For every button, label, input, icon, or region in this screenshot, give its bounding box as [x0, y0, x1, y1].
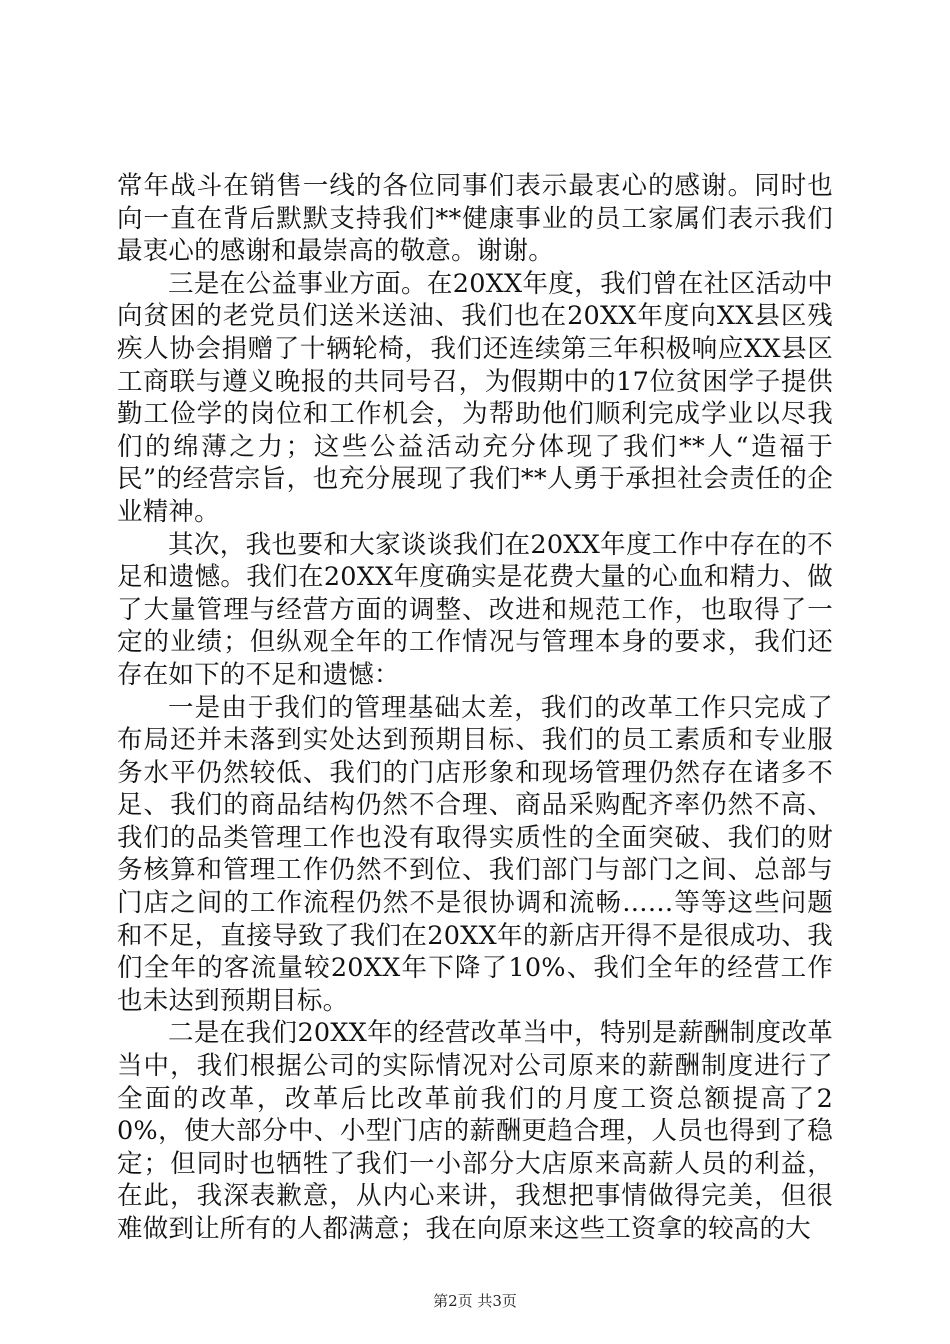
document-body	[117, 170, 833, 1246]
paragraph-2: 三是在公益事业方面。在20XX年度，我们曾在社区活动中向贫困的老党员们送米送油、我们也在20XX年度向XX县区残疾人协会捐赠了十辆轮椅，我们还连续第三年积极响应XX县区工商联与遵义晚报的共同号召，为假期中的17位贫困学子提供勤工俭学的岗位和工作机会，为帮助他们顺利完成学业以尽我们的绵薄之力；这些公益活动充分体现了我们**人“造福于民”的经营宗旨，也充分展现了我们**人勇于承担社会责任的企业精神。	[117, 268, 833, 527]
paragraph-5: 二是在我们20XX年的经营改革当中，特别是薪酬制度改革当中，我们根据公司的实际情况对公司原来的薪酬制度进行了全面的改革，改革后比改革前我们的月度工资总额提高了20%，使大部分中、小型门店的薪酬更趋合理，人员也得到了稳定；但同时也牺牲了我们一小部分大店原来高薪人员的利益，在此，我深表歉意，从内心来讲，我想把事情做得完美，但很难做到让所有的人都满意；我在向原来这些工资拿的较高的大	[117, 1018, 833, 1244]
page-footer: 第2页 共3页	[433, 1292, 517, 1310]
paragraph-3: 其次，我也要和大家谈谈我们在20XX年度工作中存在的不足和遗憾。我们在20XX年度确实是花费大量的心血和精力、做了大量管理与经营方面的调整、改进和规范工作，也取得了一定的业绩；但纵观全年的工作情况与管理本身的要求，我们还存在如下的不足和遗憾：	[117, 529, 833, 690]
paragraph-1: 常年战斗在销售一线的各位同事们表示最衷心的感谢。同时也向一直在背后默默支持我们**健康事业的员工家属们表示我们最衷心的感谢和最崇高的敬意。谢谢。	[117, 171, 833, 267]
paragraph-4: 一是由于我们的管理基础太差，我们的改革工作只完成了布局还并未落到实处达到预期目标、我们的员工素质和专业服务水平仍然较低、我们的门店形象和现场管理仍然存在诸多不足、我们的商品结构仍然不合理、商品采购配齐率仍然不高、我们的品类管理工作也没有取得实质性的全面突破、我们的财务核算和管理工作仍然不到位、我们部门与部门之间、总部与门店之间的工作流程仍然不是很协调和流畅……等等这些问题和不足，直接导致了我们在20XX年的新店开得不是很成功、我们全年的客流量较20XX年下降了10%、我们全年的经营工作也未达到预期目标。	[117, 692, 833, 1016]
